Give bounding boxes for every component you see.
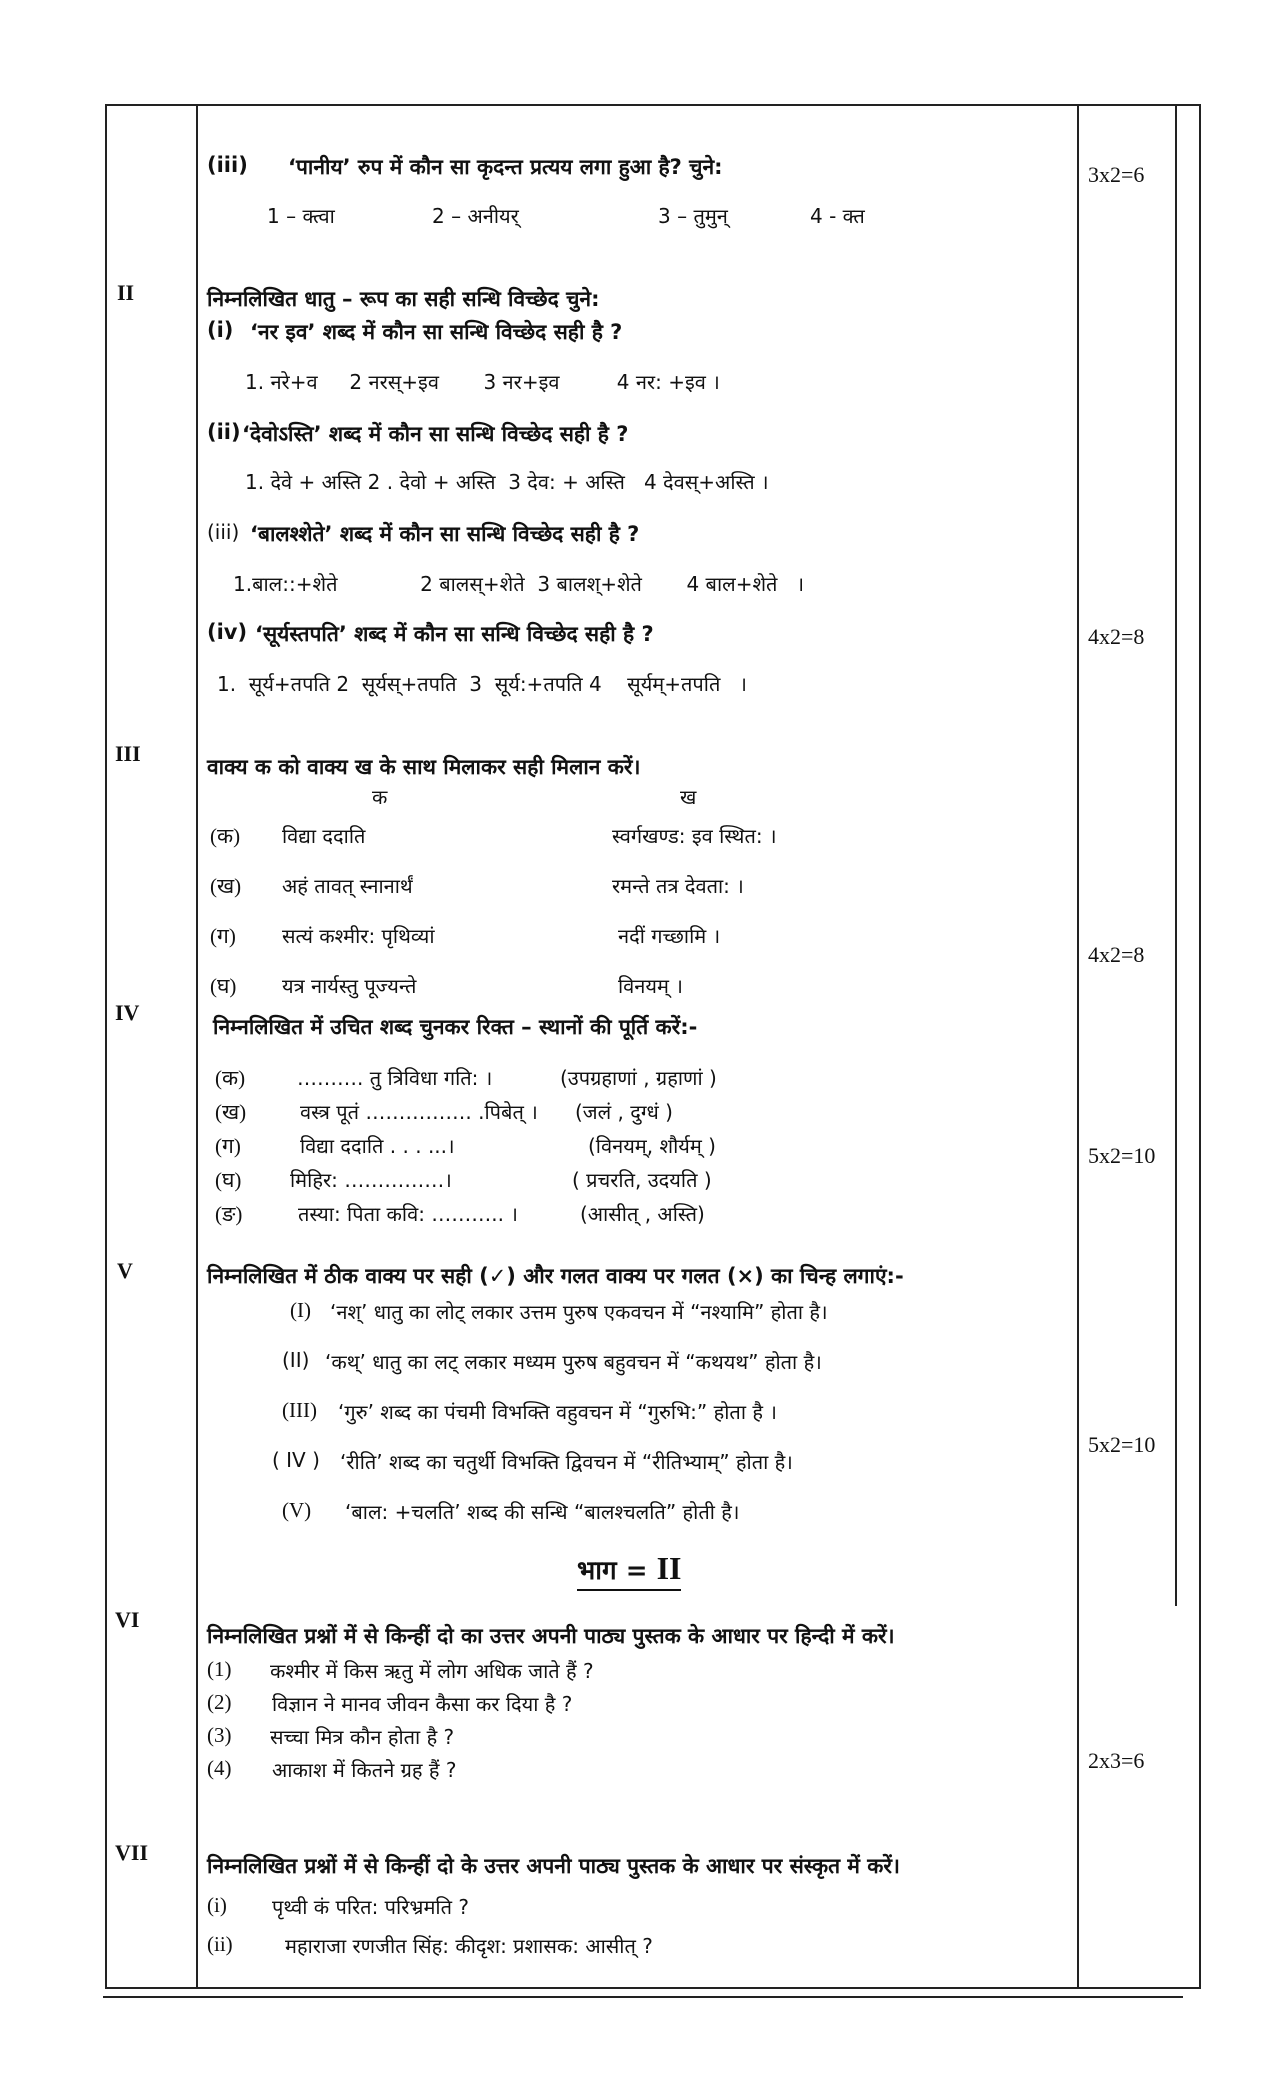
fill-blank-choices: ( प्रचरति, उदयति )	[572, 1168, 712, 1192]
question-number: III	[115, 741, 141, 766]
q2-options: 1.बाल::+शेते 2 बालस्+शेते 3 बालश्+शेते 4 बाल+शेते ।	[233, 572, 805, 596]
question-text: विज्ञान ने मानव जीवन कैसा कर दिया है ?	[272, 1692, 573, 1716]
statement-text: ‘गुरु’ शब्द का पंचमी विभक्ति वहुवचन में “गुरुभि:” होता है ।	[338, 1400, 777, 1424]
row-label: (ख)	[215, 1100, 247, 1124]
row-label: (I)	[290, 1298, 311, 1322]
row-label: (ङ)	[215, 1202, 243, 1226]
q2-sub-text: ‘सूर्यस्तपति’ शब्द में कौन सा सन्धि विच्छेद सही है ?	[255, 622, 654, 646]
fill-blank-choices: (विनयम्, शौर्यम् )	[588, 1134, 716, 1158]
q6-heading: निम्नलिखित प्रश्नों में से किन्हीं दो का उत्तर अपनी पाठ्य पुस्तक के आधार पर हिन्दी में करें।	[207, 1624, 895, 1648]
q1-sub-text: ‘पानीय’ रुप में कौन सा कृदन्त प्रत्यय लगा हुआ है? चुने:	[288, 155, 723, 179]
q2-sub-label: (i)	[207, 318, 234, 342]
row-label: (ख)	[210, 874, 242, 898]
column-header-kha: ख	[680, 785, 697, 809]
q2-sub-label: (iv)	[207, 620, 248, 644]
q1-sub-label: (iii)	[207, 153, 248, 177]
row-label: (2)	[207, 1690, 232, 1714]
question-number: IV	[115, 1000, 140, 1025]
fill-blank-text: वस्त्र पूतं ……………. .पिबेत् ।	[300, 1100, 538, 1124]
row-label: (ग)	[210, 924, 236, 948]
column-header-ka: क	[372, 785, 388, 809]
marks-label: 5x2=10	[1088, 1432, 1156, 1457]
match-left: यत्र नार्यस्तु पूज्यन्ते	[282, 974, 417, 998]
q3-heading: वाक्य क को वाक्य ख के साथ मिलाकर सही मिलान करें।	[207, 755, 641, 779]
q2-sub-text: ‘देवोऽस्ति’ शब्द में कौन सा सन्धि विच्छेद सही है ?	[242, 422, 629, 446]
option: 2 – अनीयर्	[432, 204, 519, 228]
match-left: विद्या ददाति	[282, 824, 366, 848]
row-label: ( IV )	[272, 1448, 320, 1472]
row-label: (ग)	[215, 1134, 241, 1158]
marks-label: 4x2=8	[1088, 942, 1145, 967]
fill-blank-text: विद्या ददाति . . . ...।	[300, 1134, 455, 1158]
row-label: (घ)	[215, 1168, 242, 1192]
column-divider-2	[1077, 104, 1079, 1989]
q7-heading: निम्नलिखित प्रश्नों में से किन्हीं दो के उत्तर अपनी पाठ्य पुस्तक के आधार पर संस्कृत में करें।	[207, 1854, 900, 1878]
q2-sub-text: ‘नर इव’ शब्द में कौन सा सन्धि विच्छेद सही है ?	[250, 320, 623, 344]
row-label: (III)	[282, 1398, 317, 1422]
q2-sub-label: (iii)	[207, 520, 240, 544]
question-text: कश्मीर में किस ऋतु में लोग अधिक जाते हैं ?	[270, 1659, 594, 1683]
row-label: (ii)	[207, 1932, 233, 1956]
statement-text: ‘कथ्’ धातु का लट् लकार मध्यम पुरुष बहुवचन में “कथयथ” होता है।	[325, 1350, 822, 1374]
marks-label: 4x2=8	[1088, 624, 1145, 649]
match-right: नदीं गच्छामि ।	[618, 924, 721, 948]
question-text: आकाश में कितने ग्रह हैं ?	[272, 1758, 457, 1782]
question-text: सच्चा मित्र कौन होता है ?	[270, 1725, 455, 1749]
q2-options: 1. देवे + अस्ति 2 . देवो + अस्ति 3 देव: + अस्ति 4 देवस्+अस्ति ।	[245, 470, 769, 494]
row-label: (घ)	[210, 974, 237, 998]
column-divider-1	[196, 104, 198, 1989]
table-bottom-border	[105, 1987, 1200, 1989]
statement-text: ‘बाल: +चलति’ शब्द की सन्धि “बालश्चलति” होती है।	[345, 1500, 740, 1524]
table-left-border	[105, 104, 107, 1989]
question-text: पृथ्वी कं परित: परिभ्रमति ?	[272, 1895, 469, 1919]
question-text: महाराजा रणजीत सिंह: कीदृश: प्रशासक: आसीत् ?	[285, 1934, 653, 1958]
question-number: VI	[115, 1607, 140, 1632]
row-label: (3)	[207, 1723, 232, 1747]
marks-label: 3x2=6	[1088, 162, 1145, 187]
question-number: VII	[115, 1840, 149, 1865]
row-label: (V)	[282, 1498, 312, 1522]
row-label: (i)	[207, 1893, 227, 1917]
column-divider-3	[1175, 104, 1177, 1606]
option: 3 – तुमुन्	[658, 204, 728, 228]
fill-blank-text: ………. तु त्रिविधा गति: ।	[297, 1066, 493, 1090]
fill-blank-text: तस्या: पिता कवि: ……….. ।	[298, 1202, 518, 1226]
row-label: (क)	[215, 1066, 246, 1090]
q2-sub-label: (ii)	[207, 420, 241, 444]
match-left: सत्यं कश्मीर: पृथिव्यां	[282, 924, 435, 948]
marks-label: 5x2=10	[1088, 1143, 1156, 1168]
match-left: अहं तावत् स्नानार्थं	[282, 874, 413, 898]
row-label: (II)	[282, 1348, 310, 1372]
table-right-border	[1199, 104, 1201, 1989]
option: 4 - क्त	[810, 204, 865, 228]
option: 1 – क्त्वा	[267, 204, 335, 228]
row-label: (4)	[207, 1756, 232, 1780]
q4-heading: निम्नलिखित में उचित शब्द चुनकर रिक्त – स्थानों की पूर्ति करें:-	[213, 1015, 698, 1039]
row-label: (क)	[210, 824, 241, 848]
footer-rule	[103, 1996, 1183, 1998]
match-right: विनयम् ।	[618, 974, 683, 998]
statement-text: ‘रीति’ शब्द का चतुर्थी विभक्ति द्विवचन में “रीतिभ्याम्” होता है।	[340, 1450, 793, 1474]
q5-heading: निम्नलिखित में ठीक वाक्य पर सही (✓) और गलत वाक्य पर गलत (×) का चिन्ह लगाएं:-	[207, 1264, 904, 1288]
statement-text: ‘नश्’ धातु का लोट् लकार उत्तम पुरुष एकवचन में “नश्यामि” होता है।	[330, 1300, 828, 1324]
marks-label: 2x3=6	[1088, 1748, 1145, 1773]
table-top-border	[105, 104, 1200, 106]
fill-blank-choices: (जलं , दुग्धं )	[575, 1100, 673, 1124]
fill-blank-choices: (उपग्रहाणां , ग्रहाणां )	[560, 1066, 717, 1090]
part-heading-numeral: II	[656, 1550, 682, 1586]
question-number: II	[117, 280, 135, 305]
fill-blank-choices: (आसीत् , अस्ति)	[580, 1202, 705, 1226]
q2-options: 1. नरे+व 2 नरस्+इव 3 नर+इव 4 नर: +इव ।	[245, 370, 720, 394]
match-right: रमन्ते तत्र देवता: ।	[612, 874, 744, 898]
question-number: V	[117, 1258, 133, 1283]
match-right: स्वर्गखण्ड: इव स्थित: ।	[612, 824, 777, 848]
part-heading-word: भाग =	[577, 1556, 648, 1586]
row-label: (1)	[207, 1657, 232, 1681]
q2-sub-text: ‘बालश्शेते’ शब्द में कौन सा सन्धि विच्छेद सही है ?	[250, 522, 640, 546]
part-heading	[577, 1550, 681, 1591]
q2-heading: निम्नलिखित धातु – रूप का सही सन्धि विच्छेद चुने:	[207, 287, 600, 311]
q2-options: 1. सूर्य+तपति 2 सूर्यस्+तपति 3 सूर्य:+तपति 4 सूर्यम्+तपति ।	[217, 672, 748, 696]
fill-blank-text: मिहिर: ……………।	[290, 1168, 452, 1192]
